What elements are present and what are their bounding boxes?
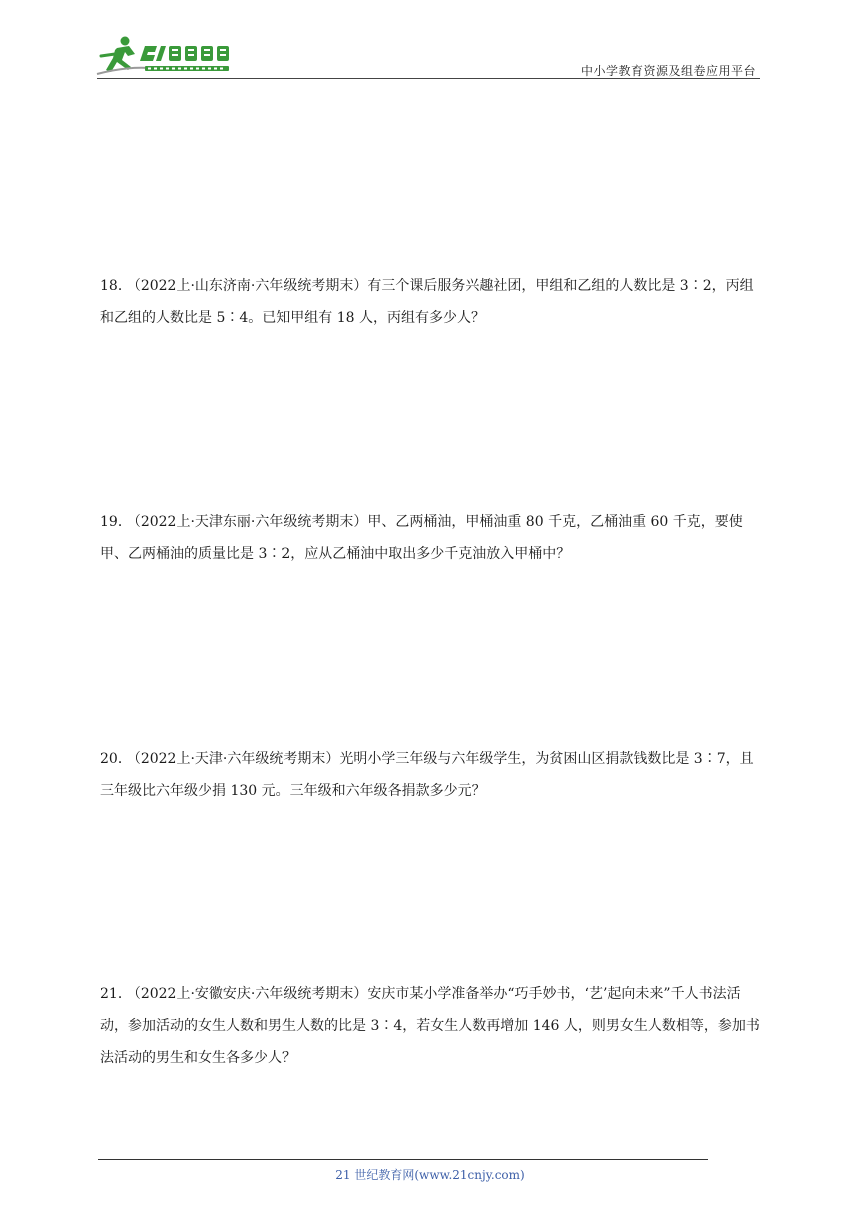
question-text: 甲、乙两桶油，甲桶油重 80 千克，乙桶油重 60 千克，要使甲、乙两桶油的质量比是 3∶2，应从乙桶油中取出多少千克油放入甲桶中？ xyxy=(100,514,743,562)
question-text: 光明小学三年级与六年级学生，为贫困山区捐款钱数比是 3∶7，且三年级比六年级少捐 130 元。三年级和六年级各捐款多少元？ xyxy=(100,751,754,799)
footer-link[interactable]: 21 世纪教育网(www.21cnjy.com) xyxy=(335,1168,525,1182)
question-20 xyxy=(100,743,760,807)
footer-divider xyxy=(98,1159,708,1160)
header-divider xyxy=(97,78,760,79)
question-source: （2022上·安徽安庆·六年级统考期末） xyxy=(133,986,368,1002)
question-text: 安庆市某小学准备举办“巧手妙书，‘艺’起向未来”千人书法活动，参加活动的女生人数和男生人数的比是 3∶4，若女生人数再增加 146 人，则男女生人数相等，参加书法活动的男生和女生各多少人？ xyxy=(100,986,760,1066)
question-text: 有三个课后服务兴趣社团，甲组和乙组的人数比是 3∶2，丙组和乙组的人数比是 5∶4。已知甲组有 18 人，丙组有多少人？ xyxy=(100,278,754,326)
question-source: （2022上·天津·六年级统考期末） xyxy=(133,751,340,767)
question-number: 20． xyxy=(100,751,132,767)
question-19 xyxy=(100,506,760,570)
question-number: 19． xyxy=(100,514,132,530)
page-header xyxy=(95,30,760,80)
question-18 xyxy=(100,270,760,334)
platform-tagline: 中小学教育资源及组卷应用平台 xyxy=(580,64,756,78)
question-number: 18． xyxy=(100,278,132,294)
runner-logo-icon xyxy=(95,34,265,78)
question-21 xyxy=(100,978,760,1074)
question-source: （2022上·山东济南·六年级统考期末） xyxy=(133,278,368,294)
question-source: （2022上·天津东丽·六年级统考期末） xyxy=(133,514,368,530)
site-logo xyxy=(95,34,265,78)
question-number: 21． xyxy=(100,986,132,1002)
